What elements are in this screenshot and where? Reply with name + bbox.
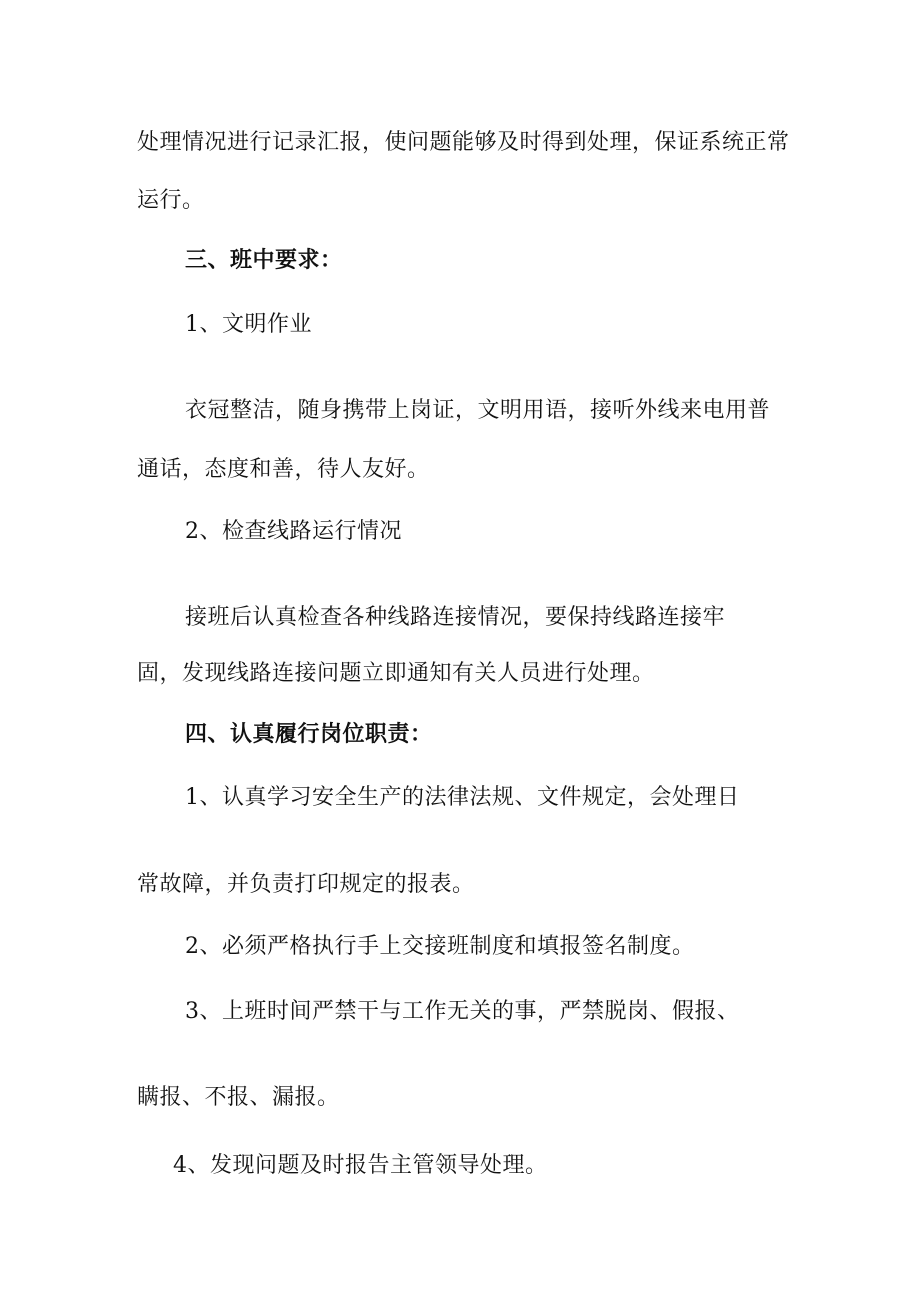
subheading-1: 1、文明作业 (185, 312, 312, 337)
paragraph-line-2: 运行。 (137, 188, 205, 213)
section-heading-4: 四、认真履行岗位职责： (185, 721, 433, 747)
duty-item-1-line-1: 1、认真学习安全生产的法律法规、文件规定，会处理日 (185, 785, 740, 810)
duty-item-3-line-1: 3、上班时间严禁干与工作无关的事，严禁脱岗、假报、 (185, 999, 740, 1024)
section-heading-3: 三、班中要求： (185, 247, 343, 273)
duty-item-2: 2、必须严格执行手上交接班制度和填报签名制度。 (185, 934, 695, 959)
subheading-2: 2、检查线路运行情况 (185, 519, 402, 544)
duty-item-3-line-2: 瞒报、不报、漏报。 (137, 1085, 340, 1110)
duty-item-4: 4、发现问题及时报告主管领导处理。 (173, 1153, 548, 1178)
paragraph-line-1: 处理情况进行记录汇报，使问题能够及时得到处理，保证系统正常 (137, 130, 790, 155)
paragraph-line-5: 接班后认真检查各种线路连接情况，要保持线路连接牢 (185, 605, 726, 630)
duty-item-1-line-2: 常故障，并负责打印规定的报表。 (137, 872, 475, 897)
paragraph-line-4: 通话，态度和善，待人友好。 (137, 457, 430, 482)
paragraph-line-3: 衣冠整洁，随身携带上岗证，文明用语，接听外线来电用普 (185, 398, 771, 423)
paragraph-line-6: 固，发现线路连接问题立即通知有关人员进行处理。 (137, 661, 655, 686)
